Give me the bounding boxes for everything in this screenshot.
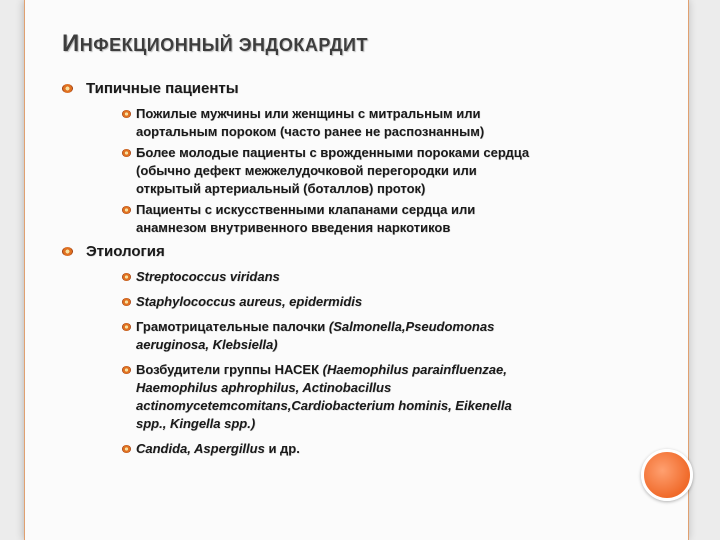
- bullet-icon: [122, 298, 131, 306]
- bullet-icon: [122, 366, 131, 374]
- bullet-icon: [122, 445, 131, 453]
- bullet-icon: [122, 149, 131, 157]
- bullet-icon: [62, 247, 73, 256]
- title-first-letter: И: [62, 30, 80, 57]
- list-item: Возбудители группы НАСЕК (Haemophilus parainfluenzae, Haemophilus aphrophilus, Actinobacillus actinomycetemcomitans,Cardiobacterium hominis, Eikenella spp., Kingella spp.): [122, 361, 662, 433]
- slide-left-border: [24, 0, 25, 540]
- bullet-icon: [122, 323, 131, 331]
- bullet-icon: [122, 273, 131, 281]
- list-item: Пожилые мужчины или женщины с митральным или аортальным пороком (часто ранее не распознанным): [122, 105, 662, 141]
- title-rest: НФЕКЦИОННЫЙ ЭНДОКАРДИТ: [79, 35, 368, 55]
- bullet-icon: [122, 206, 131, 214]
- decorative-circle-icon: [641, 449, 693, 501]
- list-item: Staphylococcus aureus, epidermidis: [122, 293, 662, 311]
- list-item: Более молодые пациенты с врожденными пороками сердца (обычно дефект межжелудочковой перегородки или открытый артериальный (боталлов) проток): [122, 144, 662, 198]
- section-heading-etiology: Этиология: [62, 241, 662, 263]
- list-item: Грамотрицательные палочки (Salmonella,Pseudomonas aeruginosa, Klebsiella): [122, 318, 662, 354]
- list-item: Пациенты с искусственными клапанами сердца или анамнезом внутривенного введения наркотиков: [122, 201, 662, 237]
- bullet-icon: [122, 110, 131, 118]
- slide-content: [62, 76, 662, 458]
- list-item: Streptococcus viridans: [122, 268, 662, 286]
- bullet-icon: [62, 84, 73, 93]
- list-item: Candida, Aspergillus и др.: [122, 440, 662, 458]
- slide-title: [62, 30, 368, 58]
- section-heading-patients: Типичные пациенты: [62, 78, 662, 100]
